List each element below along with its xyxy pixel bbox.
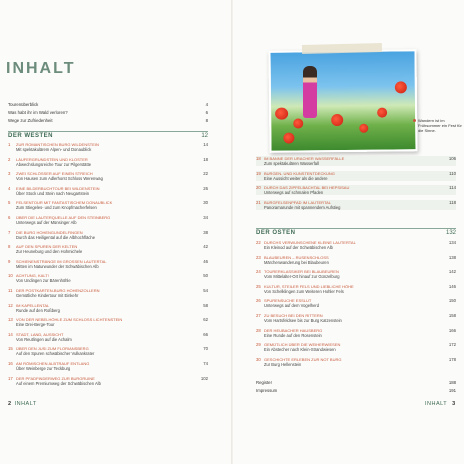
toc-entry: [8, 376, 208, 386]
entry-title: DURCHS VERWUNSCHENE KLEINE LAUTERTAL: [264, 240, 356, 245]
entry-subtitle: Panoramarunde mit spannendem Aufstieg: [264, 204, 341, 210]
entry-page: 38: [203, 229, 208, 235]
entry-subtitle: Vom Mittelalter-Ort hinauf zur Günzelburg: [264, 274, 340, 280]
entry-page: 110: [449, 170, 456, 176]
toc-entry: [256, 269, 456, 279]
toc-entry: [256, 171, 456, 181]
entry-subtitle: Zur Burg Hellenstein: [264, 361, 302, 367]
entry-title: STADT, LAND, AUSSICHT: [16, 331, 64, 337]
entry-title: ZU BESUCH BEI DEN RITTERN: [264, 313, 323, 318]
entry-number: 28: [256, 327, 261, 333]
entry-page: 62: [203, 317, 208, 323]
poppy: [395, 81, 407, 93]
folio-right: INHALT 3: [425, 401, 456, 407]
poppy: [377, 108, 387, 118]
entry-number: 3: [8, 171, 11, 177]
entry-title: EINE BILDERBUCHTOUR BEI WILDENSTEIN: [16, 185, 100, 191]
entry-subtitle: Mit spektakulärem Alpen- und Donaublick: [16, 147, 92, 152]
entry-title: VON DER NEBELHÖHLE ZUM SCHLOSS LICHTENSTEIN: [16, 317, 123, 323]
toc-entry: [8, 157, 208, 167]
entry-subtitle: Vom Hartsfeldsee bis zur Burg Katzenstein: [264, 318, 342, 323]
entry-page: 134: [448, 240, 456, 245]
entry-number: 23: [256, 254, 261, 260]
toc-entry: [8, 259, 208, 269]
entry-subtitle: Gemütliche Kindertour mit Einkehr: [16, 293, 79, 298]
entry-page: 46: [203, 258, 208, 264]
entry-subtitle: Ein Kleinod auf der Schwäbischen Alb: [264, 245, 333, 250]
entry-subtitle: Zum Stiegeles- und zum Knopfmacherfelsen: [16, 205, 97, 211]
toc-entry: [256, 357, 456, 367]
entry-title: KULTUR, STEILER FELS UND LIEBLICHE HÖHE: [264, 283, 354, 289]
entry-number: 18: [256, 156, 261, 161]
entry-page: 146: [448, 283, 456, 289]
toc-entry: [8, 215, 208, 225]
entry-number: 24: [256, 269, 261, 275]
toc-entry: [8, 273, 208, 283]
entry-subtitle: Von Hausen zum Adlerhorst Schloss Werenwag: [16, 176, 103, 182]
entry-number: 7: [8, 229, 11, 235]
book-spread: INHALT Tourenüberblick 4 Was habt ihr im Wald verloren? 6 Wege zur Zufriedenheit 8 DER WESTEN 12 1 ZUR ROMANTISCHEN BURG WILDENSTEIN Mit spektakulärem Alpen- und Donaublick 14 2 LÄUFERGRUNDSTEIN UND KLOSTER Abwechslungsreiche Tour zur Pilgerstätte 18 3 ZWEI SCHLÖSSER AUF EINEN STREICH Von Hausen zum Adlerhorst Schloss Werenwag 22 4 EINE BILDERBUCHTOUR BEI WILDENSTEIN Über Stock und Stein nach Neugartstein 26 5 FELSENTOUR MIT FANTASTISCHEM DONAUBLICK Zum Stiegeles- und zum Knopfmacherfelsen 30 6 ÜBER DIE LAUTERQUELLE AUF DEN STEINBERG Unterwegs auf der Münsinger Alb 34 7 DIE BURG HOHENGUNDELFINGEN Durch das Heiligental auf die Albhochfläche 38 8 AUF DEN SPUREN DER KELTEN Zur Heuneburg und den Hohmichele 42 9 SCHIENENSTRÄNGE IM GROSSEN LAUTERTAL Mitten im Naturwunder der Schwäbischen Alb 46 10 ACHTUNG, KALT! Von Undingen zur Bärenhöhle 50 11 DER POSTKARTEN-BURG HOHENZOLLERN Gemütliche Kindertour mit Einkehr 54 12 IM KAPELLENTAL Runde auf den Roßberg 58 13 VON DER NEBELHÖHLE ZUM SCHLOSS LICHTENSTEIN Eine Drei-Berge-Tour 62 14 STADT, LAND, AUSSICHT Von Reutlingen auf die Achalm 66 15 ÜBER DEN JUSI ZUM FLORIANSBERG Auf den Spuren schwäbischer Vulkankrater 70 16 AM RÖMISCHEN ALBTRAUF ENTLANG Über Weinberge zur Teckburg 74 17 DER PFADFINDERWEG ZUR BURGRUINE Auf einem Premiumweg der Schwäbischen Alb 102 2 INHALT Wandern ist im Frühsommer ein Fest für die Sinne. 18 IM BANNE DER URACHER WASSERFÄLLE Zum spektakulären Wasserfall 106 19 BURGEN- UND KUNSTENTDECKUNG Eine Aussicht weiter als die andere 110 20 DURCH DAS ZIPFELBACHTAL BEI HEPSISAU Unterwegs auf schmalen Pfaden 114 21 BURGFELSENPFAD IM LAUTERTAL Panoramarunde mit spannendem Aufstieg 118 DER OSTEN 132 22 DURCHS VERWUNSCHENE KLEINE LAUTERTAL Ein Kleinod auf der Schwäbischen Alb 134 23 BLAUBEUREN – RUSENSCHLOSS Märchenwanderung bei Blaubeuren 138 24 TOURERKLASSIKER BEI BLAUBEUREN Vom Mittelalter-Ort hinauf zur Günzelburg 142 25 KULTUR, STEILER FELS UND LIEBLICHE HÖHE Von Schelklingen zum Weiteren Hohler Fels 146 26 SPURENSUCHE ESSLUT Unterwegs auf dem Vogelherd 150 27 ZU BESUCH BEI DEN RITTERN Vom Hartsfeldsee bis zur Burg Katzenstein 158 28 DER HEUBACHER HAUSBERG Eine Runde auf den Rosenstein 166 29 GEMÜTLICH ÜBER DIE WEIHERWIESEN Ein Abstecher nach Klein-Strandwiesen 172 30 GESCHICHTE ERLEBEN ZUR NOT BURG Zur Burg Hellenstein 178 Register 188 Impressum 191 INHALT 3: [0, 0, 464, 464]
toc-entry: [256, 342, 456, 352]
entry-subtitle: Eine Runde auf den Rosenstein: [264, 332, 322, 338]
entry-page: 58: [203, 302, 208, 308]
entry-subtitle: Von Reutlingen auf die Achalm: [16, 336, 72, 342]
entry-page: 26: [203, 185, 208, 191]
entry-number: 27: [256, 313, 261, 318]
entry-page: 150: [448, 298, 456, 304]
entry-page: 172: [448, 342, 456, 348]
toc-entry: [256, 284, 456, 294]
entry-number: 16: [8, 361, 13, 366]
poppy: [283, 133, 294, 144]
entry-number: 20: [256, 185, 261, 191]
section-header-west: DER WESTEN 12: [8, 133, 208, 139]
entry-title: DER PFADFINDERWEG ZUR BURGRUINE: [16, 375, 95, 381]
entry-number: 17: [8, 375, 13, 381]
toc-entry: [8, 142, 208, 152]
entry-number: 1: [8, 142, 11, 147]
gutter: [231, 0, 233, 464]
entry-page: 106: [448, 156, 456, 161]
entry-title: IM KAPELLENTAL: [16, 302, 50, 308]
toc-entry: [8, 244, 208, 254]
entry-page: 66: [203, 331, 208, 337]
poppy: [293, 118, 303, 128]
entry-subtitle: Auf den Spuren schwäbischer Vulkankrater: [16, 351, 95, 357]
entry-subtitle: Eine Drei-Berge-Tour: [16, 322, 55, 328]
section-header-east: DER OSTEN 132: [256, 230, 456, 236]
hiker-figure: [303, 66, 317, 118]
entry-title: BURGEN- UND KUNSTENTDECKUNG: [264, 170, 335, 176]
entry-number: 9: [8, 258, 11, 264]
entry-number: 21: [256, 199, 261, 205]
entry-title: DER HEUBACHER HAUSBERG: [264, 327, 323, 333]
entry-number: 13: [8, 317, 13, 323]
entry-page: 54: [203, 288, 208, 293]
entry-number: 26: [256, 298, 261, 304]
entry-number: 15: [8, 346, 13, 352]
entry-number: 11: [8, 288, 13, 293]
entry-title: IM BANNE DER URACHER WASSERFÄLLE: [264, 156, 345, 161]
entry-title: FELSENTOUR MIT FANTASTISCHEM DONAUBLICK: [16, 200, 113, 206]
photo-caption: Wandern ist im Frühsommer ein Fest für die Sinne.: [418, 118, 462, 133]
toc-entry: [8, 346, 208, 356]
entry-page: 158: [448, 313, 456, 318]
toc-entry: [256, 185, 456, 195]
entry-page: 70: [203, 346, 208, 352]
toc-entry: [256, 156, 456, 166]
entry-number: 19: [256, 170, 261, 176]
entry-page: 34: [203, 215, 208, 220]
caption-bullet: [413, 119, 416, 122]
entry-subtitle: Eine Aussicht weiter als die andere: [264, 175, 328, 181]
page-title: INHALT: [6, 60, 76, 77]
entry-title: SCHIENENSTRÄNGE IM GROSSEN LAUTERTAL: [16, 258, 107, 264]
entry-subtitle: Über Stock und Stein nach Neugartstein: [16, 190, 90, 196]
entry-subtitle: Runde auf den Roßberg: [16, 307, 60, 313]
toc-entry: [8, 303, 208, 313]
toc-entry: [8, 317, 208, 327]
toc-entry: [8, 361, 208, 371]
entry-title: GEMÜTLICH ÜBER DIE WEIHERWIESEN: [264, 342, 341, 348]
toc-entry: [256, 298, 456, 308]
hiker-photo: [268, 49, 417, 153]
toc-entry: [256, 240, 456, 250]
entry-title: AM RÖMISCHEN ALBTRAUF ENTLANG: [16, 361, 90, 366]
entry-subtitle: Auf einem Premiumweg der Schwäbischen Alb: [16, 380, 101, 386]
entry-title: GESCHICHTE ERLEBEN ZUR NOT BURG: [264, 356, 342, 362]
toc-entry: [256, 313, 456, 323]
entry-title: ÜBER DEN JUSI ZUM FLORIANSBERG: [16, 346, 89, 352]
entry-subtitle: Unterwegs auf der Münsinger Alb: [16, 220, 77, 225]
entry-subtitle: Zum spektakulären Wasserfall: [264, 161, 319, 166]
entry-title: DER POSTKARTEN-BURG HOHENZOLLERN: [16, 288, 100, 293]
entry-number: 10: [8, 273, 13, 279]
folio-left: 2 INHALT: [8, 401, 37, 407]
entry-page: 50: [203, 273, 208, 279]
entry-number: 12: [8, 302, 13, 308]
entry-number: 30: [256, 356, 261, 362]
poppy: [359, 124, 368, 133]
entry-number: 22: [256, 240, 261, 245]
poppy: [331, 114, 343, 126]
entry-number: 29: [256, 342, 261, 348]
toc-entry: [8, 332, 208, 342]
toc-entry: [256, 255, 456, 265]
poppy: [275, 108, 288, 120]
toc-entry: [8, 288, 208, 298]
entry-number: 14: [8, 331, 13, 337]
entry-subtitle: Zur Heuneburg und den Hohmichele: [16, 249, 83, 255]
entry-page: 18: [203, 156, 208, 162]
entry-title: ACHTUNG, KALT!: [16, 273, 49, 279]
entry-title: SPURENSUCHE ESSLUT: [264, 298, 312, 304]
toc-entry: [8, 186, 208, 196]
entry-title: LÄUFERGRUNDSTEIN UND KLOSTER: [16, 156, 88, 162]
entry-title: BLAUBEUREN – RUSENSCHLOSS: [264, 254, 329, 260]
toc-entry: [256, 200, 456, 210]
entry-page: 114: [449, 185, 456, 191]
entry-title: ÜBER DIE LAUTERQUELLE AUF DEN STEINBERG: [16, 215, 111, 220]
entry-subtitle: Von Schelklingen zum Weiteren Hohler Fels: [264, 288, 344, 294]
entry-subtitle: Über Weinberge zur Teckburg: [16, 366, 71, 371]
entry-page: 22: [203, 171, 208, 177]
entry-subtitle: Unterwegs auf dem Vogelherd: [264, 303, 320, 309]
entry-subtitle: Unterwegs auf schmalen Pfaden: [264, 190, 324, 196]
entry-page: 142: [448, 269, 456, 275]
entry-title: ZUR ROMANTISCHEN BURG WILDENSTEIN: [16, 142, 99, 147]
toc-entry: [8, 230, 208, 240]
entry-title: AUF DEN SPUREN DER KELTEN: [16, 244, 78, 250]
entry-title: DURCH DAS ZIPFELBACHTAL BEI HEPSISAU: [264, 185, 350, 191]
entry-page: 102: [200, 375, 208, 381]
toc-entry: [8, 171, 208, 181]
entry-page: 74: [203, 361, 208, 366]
entry-number: 6: [8, 215, 11, 220]
entry-title: TOURERKLASSIKER BEI BLAUBEUREN: [264, 269, 339, 275]
entry-number: 25: [256, 283, 261, 289]
entry-page: 166: [448, 327, 456, 333]
entry-subtitle: Abwechslungsreiche Tour zur Pilgerstätte: [16, 161, 92, 167]
entry-page: 42: [203, 244, 208, 250]
entry-subtitle: Durch das Heiligental auf die Albhochfläche: [16, 234, 95, 240]
entry-title: BURGFELSENPFAD IM LAUTERTAL: [264, 199, 331, 205]
entry-page: 14: [203, 142, 208, 147]
entry-page: 138: [448, 254, 456, 260]
entry-number: 4: [8, 185, 11, 191]
entry-subtitle: Mitten im Naturwunder der Schwäbischen Alb: [16, 263, 99, 269]
entry-number: 5: [8, 200, 11, 206]
entry-page: 30: [203, 200, 208, 206]
toc-entry: [256, 328, 456, 338]
entry-number: 2: [8, 156, 11, 162]
toc-entry: [8, 200, 208, 210]
entry-page: 178: [448, 356, 456, 362]
entry-title: DIE BURG HOHENGUNDELFINGEN: [16, 229, 83, 235]
entry-subtitle: Von Undingen zur Bärenhöhle: [16, 278, 71, 284]
entry-subtitle: Märchenwanderung bei Blaubeuren: [264, 259, 329, 265]
entry-title: ZWEI SCHLÖSSER AUF EINEN STREICH: [16, 171, 93, 177]
entry-page: 118: [449, 199, 456, 205]
entry-number: 8: [8, 244, 11, 250]
entry-subtitle: Ein Abstecher nach Klein-Strandwiesen: [264, 347, 336, 353]
